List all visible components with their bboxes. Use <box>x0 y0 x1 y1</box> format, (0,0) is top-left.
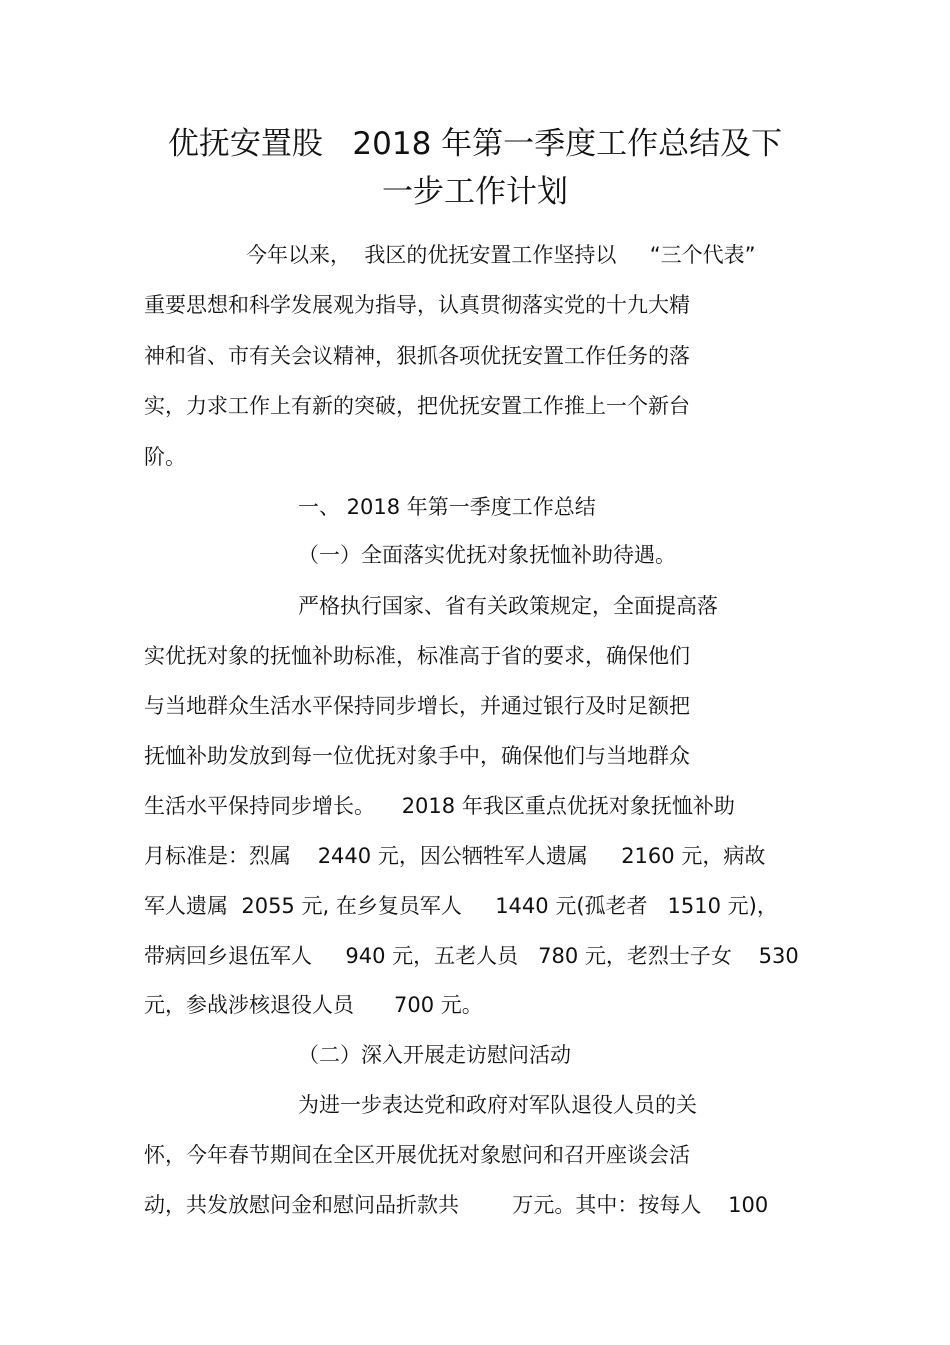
body-paragraph-line: 为进一步表达党和政府对军队退役人员的关 <box>298 1093 697 1117</box>
body-paragraph-line: 生活水平保持同步增长。 2018 年我区重点优抚对象抚恤补助 <box>144 794 735 818</box>
body-paragraph-line: 军人遗属 2055 元, 在乡复员军人 1440 元(孤老者 1510 元)， <box>144 894 778 918</box>
document-title-line-1: 优抚安置股 2018 年第一季度工作总结及下 <box>167 126 783 162</box>
body-paragraph-line: 月标准是：烈属 2440 元，因公牺牲军人遗属 2160 元，病故 <box>144 844 766 868</box>
body-paragraph-line: 动，共发放慰问金和慰问品折款共 万元。其中：按每人 100 <box>144 1193 769 1217</box>
section-heading: 一、 2018 年第一季度工作总结 <box>298 495 596 519</box>
body-paragraph-line: 元，参战涉核退役人员 700 元。 <box>144 993 483 1017</box>
intro-paragraph-line: 重要思想和科学发展观为指导，认真贯彻落实党的十九大精 <box>144 293 690 317</box>
subsection-heading: （二）深入开展走访慰问活动 <box>298 1043 571 1067</box>
body-paragraph-line: 带病回乡退伍军人 940 元，五老人员 780 元，老烈士子女 530 <box>144 944 799 968</box>
subsection-heading: （一）全面落实优抚对象抚恤补助待遇。 <box>298 543 676 567</box>
intro-paragraph-line: 阶。 <box>144 445 186 469</box>
body-paragraph-line: 实优抚对象的抚恤补助标准，标准高于省的要求，确保他们 <box>144 644 690 668</box>
document-title-line-2: 一步工作计划 <box>382 174 568 210</box>
body-paragraph-line: 与当地群众生活水平保持同步增长，并通过银行及时足额把 <box>144 694 690 718</box>
intro-paragraph-line: 实，力求工作上有新的突破，把优抚安置工作推上一个新台 <box>144 394 690 418</box>
intro-paragraph-line: 神和省、市有关会议精神，狠抓各项优抚安置工作任务的落 <box>144 344 690 368</box>
intro-paragraph-line: 今年以来， 我区的优抚安置工作坚持以 “三个代表” <box>246 243 756 267</box>
body-paragraph-line: 怀，今年春节期间在全区开展优抚对象慰问和召开座谈会活 <box>144 1143 690 1167</box>
body-paragraph-line: 严格执行国家、省有关政策规定，全面提高落 <box>298 594 718 618</box>
body-paragraph-line: 抚恤补助发放到每一位优抚对象手中，确保他们与当地群众 <box>144 744 690 768</box>
